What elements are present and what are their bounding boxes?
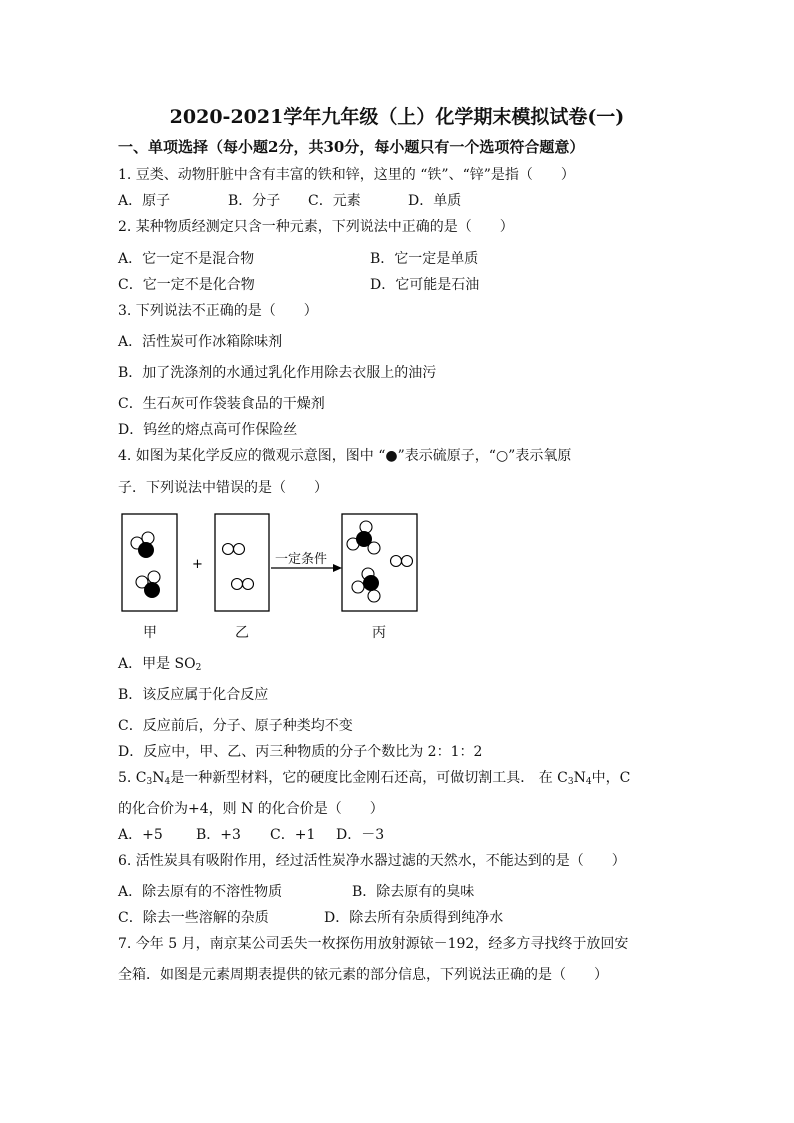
question-4-stem-line2: 子．下列说法中错误的是（ ） xyxy=(118,480,328,496)
option-a: A．除去原有的不溶性物质 xyxy=(118,884,283,900)
sulfur-atom xyxy=(145,583,160,598)
option-c: C．它一定不是化合物 xyxy=(118,277,255,293)
subscript: 4 xyxy=(585,777,592,787)
text: 中，C xyxy=(591,770,631,786)
oxygen-atom xyxy=(402,556,413,567)
text: 是一种新型材料，它的硬度比金刚石还高，可做切割工具． 在 C xyxy=(170,770,568,786)
question-3-stem: 3. 下列说法不正确的是（ ） xyxy=(118,303,318,319)
option-a: A．原子 xyxy=(118,193,171,209)
question-5-stem-line2: 的化合价为+4，则 N 的化合价是（ ） xyxy=(118,801,384,817)
box-yi xyxy=(215,514,269,611)
option-c: C．除去一些溶解的杂质 xyxy=(118,910,269,926)
option-d: D．它可能是石油 xyxy=(370,277,480,293)
question-6-options-row1 xyxy=(118,883,474,901)
question-4-option-b: B．该反应属于化合反应 xyxy=(118,687,269,703)
option-b: B．它一定是单质 xyxy=(370,251,479,267)
question-5-stem-line1 xyxy=(118,769,630,787)
option-c: C．+1 xyxy=(270,827,316,843)
option-d: D．－3 xyxy=(336,827,385,843)
question-5-options xyxy=(118,826,384,844)
arrow-condition-label: 一定条件 xyxy=(275,552,328,567)
option-a: A．它一定不是混合物 xyxy=(118,251,255,267)
label-bing: 丙 xyxy=(372,625,386,641)
page-title: 2020-2021学年九年级（上）化学期末模拟试卷(一) xyxy=(169,106,625,128)
question-2-options-row2 xyxy=(118,276,479,294)
question-2-stem: 2. 某种物质经测定只含一种元素，下列说法中正确的是（ ） xyxy=(118,219,514,235)
arrow-head xyxy=(333,564,342,572)
oxygen-atom xyxy=(142,532,154,544)
question-3-option-b: B．加了洗涤剂的水通过乳化作用除去衣服上的油污 xyxy=(118,365,437,381)
oxygen-atom xyxy=(352,581,364,593)
question-3-option-d: D．钨丝的熔点高可作保险丝 xyxy=(118,422,298,438)
sulfur-atom xyxy=(364,576,379,591)
reaction-diagram xyxy=(118,510,438,645)
question-3-option-c: C．生石灰可作袋装食品的干燥剂 xyxy=(118,396,325,412)
text: N xyxy=(152,770,165,786)
plus-sign: + xyxy=(192,557,203,572)
text: 5. C xyxy=(118,770,147,786)
question-4-stem-line1: 4. 如图为某化学反应的微观示意图，图中 “●”表示硫原子，“○”表示氧原 xyxy=(118,448,572,464)
question-3-option-a: A．活性炭可作冰箱除味剂 xyxy=(118,334,283,350)
question-4-option-c: C．反应前后，分子、原子种类均不变 xyxy=(118,718,353,734)
subscript: 4 xyxy=(164,777,171,787)
oxygen-atom xyxy=(232,579,243,590)
oxygen-atom xyxy=(368,590,380,602)
question-6-options-row2 xyxy=(118,909,503,927)
question-4-option-a xyxy=(118,655,201,673)
option-d: D．单质 xyxy=(408,193,462,209)
label-yi: 乙 xyxy=(235,625,249,641)
oxygen-atom xyxy=(234,544,245,555)
option-b: B．分子 xyxy=(228,193,281,209)
option-b: B．除去原有的臭味 xyxy=(352,884,475,900)
subscript: 3 xyxy=(146,777,153,787)
oxygen-atom xyxy=(391,556,402,567)
question-2-options-row1 xyxy=(118,250,478,268)
oxygen-atom xyxy=(223,544,234,555)
subscript: 2 xyxy=(195,663,202,673)
oxygen-atom xyxy=(360,521,372,533)
label-jia: 甲 xyxy=(143,625,157,641)
text: N xyxy=(573,770,586,786)
subscript: 3 xyxy=(567,777,574,787)
option-a-text: A．甲是 SO xyxy=(118,656,196,672)
oxygen-atom xyxy=(148,571,160,583)
question-7-stem-line2: 全箱．如图是元素周期表提供的铱元素的部分信息，下列说法正确的是（ ） xyxy=(118,967,608,983)
question-7-stem-line1: 7. 今年 5 月，南京某公司丢失一枚探伤用放射源铱－192，经多方寻找终于放回安 xyxy=(118,936,629,952)
question-4-option-d: D．反应中，甲、乙、丙三种物质的分子个数比为 2：1：2 xyxy=(118,744,483,760)
question-1-options xyxy=(118,192,461,210)
question-1-stem: 1. 豆类、动物肝脏中含有丰富的铁和锌，这里的 “铁”、“锌”是指（ ） xyxy=(118,167,575,183)
option-a: A．+5 xyxy=(118,827,163,843)
question-6-stem: 6. 活性炭具有吸附作用，经过活性炭净水器过滤的天然水，不能达到的是（ ） xyxy=(118,853,626,869)
section-heading: 一、单项选择（每小题2分，共30分，每小题只有一个选项符合题意） xyxy=(118,138,585,156)
sulfur-atom xyxy=(357,532,372,547)
option-c: C．元素 xyxy=(308,193,361,209)
oxygen-atom xyxy=(243,579,254,590)
sulfur-atom xyxy=(139,543,154,558)
option-b: B．+3 xyxy=(196,827,241,843)
option-d: D．除去所有杂质得到纯净水 xyxy=(324,910,504,926)
